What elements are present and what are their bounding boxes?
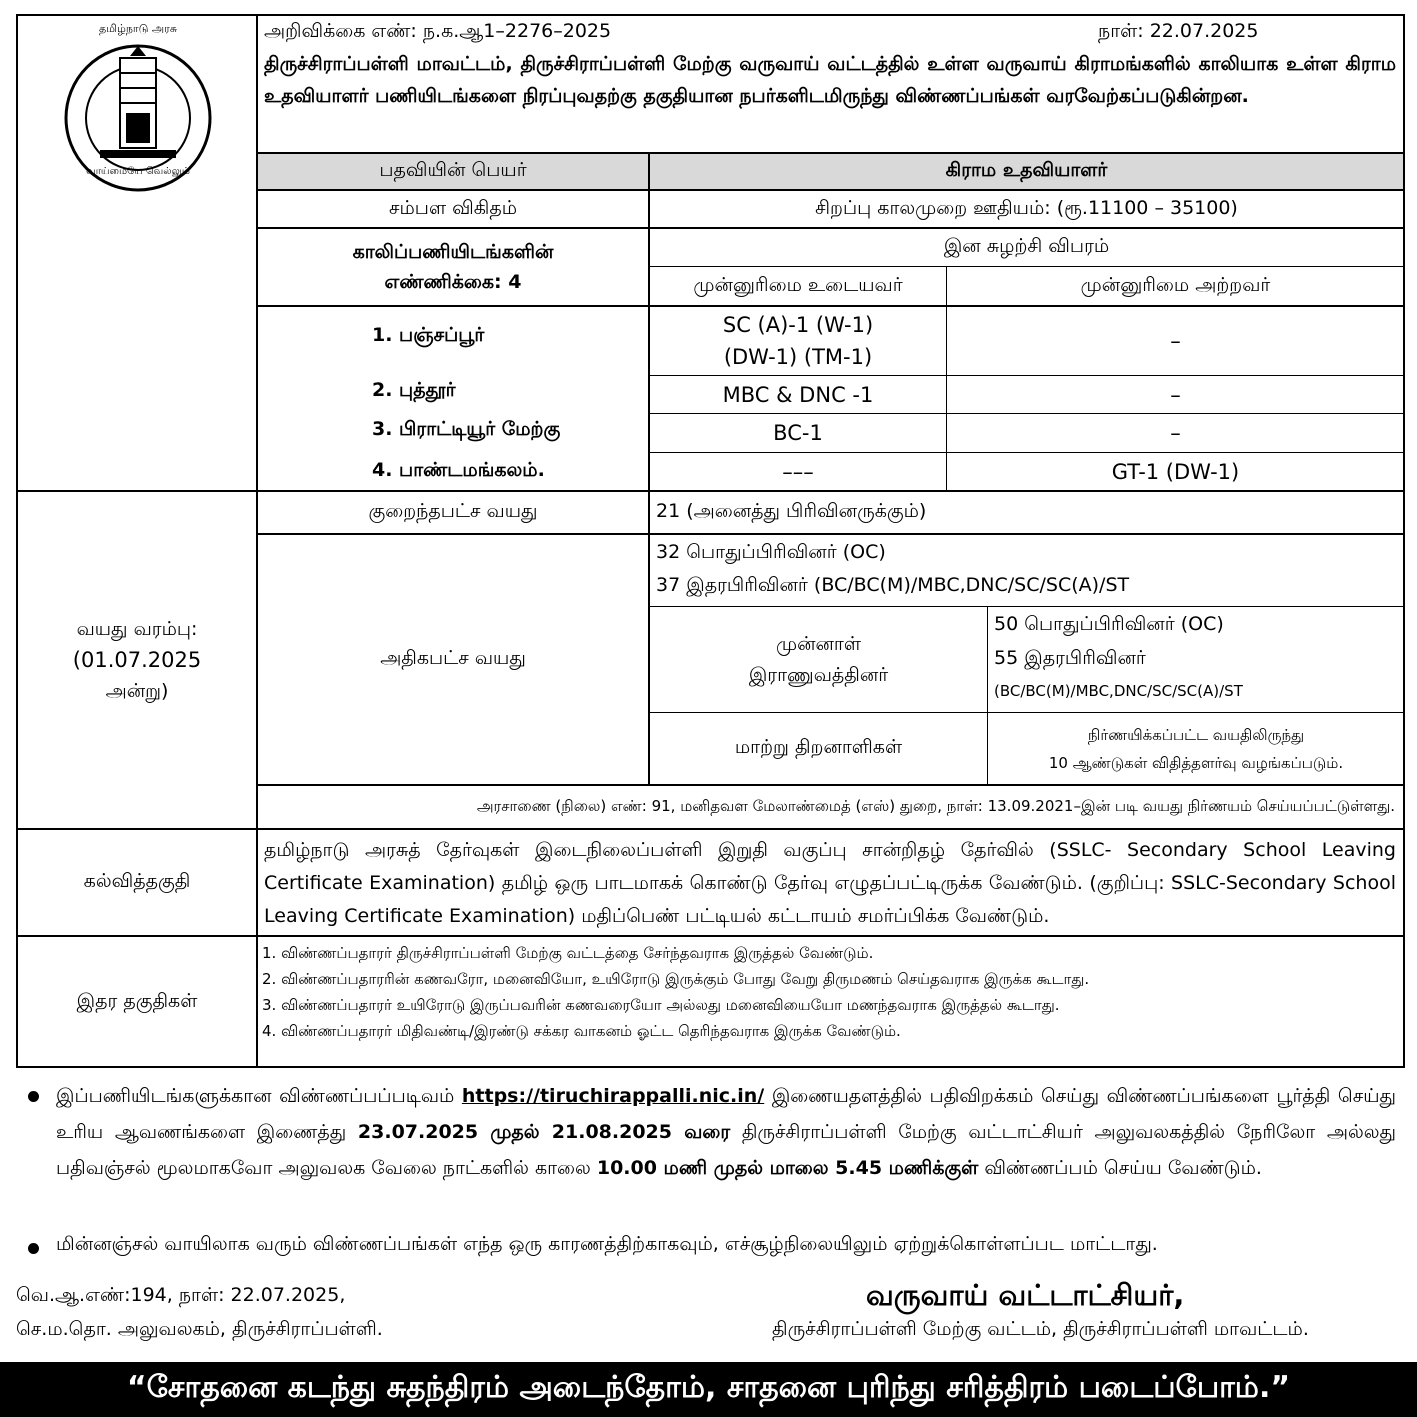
- email-not-accepted-note: மின்னஞ்சல் வாயிலாக வரும் விண்ணப்பங்கள் எந்த ஒரு காரணத்திற்காகவும், எச்சூழ்நிலையிலும் ஏற்றுக்கொள்ளப்பட மாட்டாது.: [56, 1233, 1158, 1255]
- differently-abled-label: மாற்று திறனாளிகள்: [734, 736, 903, 758]
- ex-servicemen-others: 55 இதரபிரிவினர்: [994, 647, 1146, 669]
- emblem-motto: வாய்மையே வெல்லும்: [86, 166, 190, 177]
- priority-cell-1-line2: (DW-1) (TM-1): [723, 345, 873, 369]
- qualification-item: 1. விண்ணப்பதாரர் திருச்சிராப்பள்ளி மேற்கு வட்டத்தை சேர்ந்தவராக இருத்தல் வேண்டும்.: [262, 944, 874, 962]
- salary-value: சிறப்பு காலமுறை ஊதியம்: (ரூ.11100 – 35100): [815, 196, 1238, 219]
- application-instructions: [56, 1078, 1396, 1186]
- other-qualifications-label: இதர தகுதிகள்: [76, 990, 198, 1012]
- post-label: பதவியின் பெயர்: [258, 154, 648, 189]
- priority-cell-1-line1: SC (A)-1 (W-1): [722, 313, 874, 337]
- differently-abled-line1: நிர்ணயிக்கப்பட்ட வயதிலிருந்து: [1087, 725, 1305, 744]
- education-label: கல்வித்தகுதி: [83, 870, 191, 892]
- intro-text: திருச்சிராப்பள்ளி மாவட்டம், திருச்சிராப்பள்ளி மேற்கு வருவாய் வட்டத்தில் உள்ள வருவாய் கிராமங்களில் காலியாக உள்ள கிராம உதவியாளர் பணியிடங்களை நிரப்புவதற்கு தகுதியான நபர்களிடமிருந்து விண்ணப்பங்கள் வரவேற்கப்படுகின்றன.: [264, 53, 1396, 107]
- age-limit-line2: (01.07.2025: [72, 647, 202, 672]
- priority-cell-2: MBC & DNC -1: [722, 382, 874, 407]
- slogan-text: “சோதனை கடந்து சுதந்திரம் அடைந்தோம், சாதனை புரிந்து சரித்திரம் படைப்போம்.”: [126, 1370, 1291, 1405]
- instructions-text-b: இணையதளத்தில் பதிவிறக்கம் செய்து விண்ணப்பங்களை பூர்த்தி செய்து உரிய ஆவணங்களை இணைத்து: [56, 1085, 1396, 1143]
- ex-servicemen-label: [650, 607, 987, 712]
- instructions-text-d: விண்ணப்பம் செய்ய வேண்டும்.: [978, 1157, 1262, 1179]
- priority-cell-4: –––: [782, 459, 814, 484]
- divider: [946, 266, 947, 490]
- priority-cell-3: BC-1: [773, 421, 823, 445]
- qualification-item: 2. விண்ணப்பதாரரின் கணவரோ, மனைவியோ, உயிரோடு இருக்கும் போது வேறு திருமணம் செய்தவராக இருக்க கூடாது.: [262, 970, 1090, 988]
- max-age-label: அதிகபட்ச வயது: [380, 647, 526, 669]
- other-qualifications-list: [262, 940, 1400, 1044]
- reference-number: வெ.ஆ.எண்:194, நாள்: 22.07.2025,: [16, 1284, 346, 1306]
- village-3: 3. பிராட்டியூர் மேற்கு: [372, 418, 561, 440]
- education-text: தமிழ்நாடு அரசுத் தேர்வுகள் இடைநிலைப்பள்ளி இறுதி வகுப்பு சான்றிதழ் தேர்வில் (SSLC- Secondary School Leaving Certificate Examination) தமிழ் ஒரு பாடமாகக் கொண்டு தேர்வு எழுதப்பட்டிருக்க வேண்டும். (குறிப்பு: SSLC-Secondary School Leaving Certificate Examination) மதிப்பெண் பட்டியல் கட்டாயம் சமர்ப்பிக்க வேண்டும்.: [264, 839, 1396, 927]
- age-limit-label: [18, 492, 256, 828]
- priority-cell-1: [650, 307, 946, 375]
- signatory-office: திருச்சிராப்பள்ளி மேற்கு வட்டம், திருச்சிராப்பள்ளி மாவட்டம்.: [772, 1318, 1309, 1340]
- village-2: 2. புத்தூர்: [372, 379, 456, 401]
- application-dates: 23.07.2025 முதல் 21.08.2025 வரை: [357, 1121, 731, 1143]
- vacancy-label-line1: காலிப்பணியிடங்களின்: [352, 241, 554, 263]
- signatory-title: வருவாய் வட்டாட்சியர்,: [866, 1278, 1185, 1312]
- qualification-item: 4. விண்ணப்பதாரர் மிதிவண்டி/இரண்டு சக்கர வாகனம் ஓட்ட தெரிந்தவராக இருக்க வேண்டும்.: [262, 1022, 901, 1040]
- notice-date: நாள்: 22.07.2025: [1098, 20, 1259, 42]
- notice-number: அறிவிக்கை எண்: ந.க.ஆ1–2276–2025: [264, 20, 612, 42]
- village-4: 4. பாண்டமங்கலம்.: [372, 459, 545, 481]
- ex-servicemen-line1: முன்னாள்: [775, 632, 862, 655]
- priority-header: முன்னுரிமை உடையவர்: [693, 273, 903, 296]
- non-priority-cell-4: GT-1 (DW-1): [1111, 459, 1240, 484]
- divider: [987, 606, 988, 784]
- rotation-header: இன சுழற்சி விபரம்: [943, 235, 1110, 257]
- go-reference-note: அரசாணை (நிலை) எண்: 91, மனிதவள மேலாண்மைத் (எஸ்) துறை, நாள்: 13.09.2021–இன் படி வயது நிர்ணயம் செய்யப்பட்டுள்ளது.: [476, 797, 1395, 815]
- bullet-icon: [28, 1091, 39, 1102]
- min-age-value: 21 (அனைத்து பிரிவினருக்கும்): [656, 500, 927, 522]
- max-age-line2: 37 இதரபிரிவினர் (BC/BC(M)/MBC,DNC/SC/SC(A)/ST: [656, 574, 1130, 596]
- tamilnadu-emblem: [20, 18, 256, 492]
- non-priority-header: முன்னுரிமை அற்றவர்: [1080, 273, 1271, 296]
- bullet-icon: [28, 1243, 39, 1254]
- non-priority-cell-1: –: [1170, 329, 1181, 353]
- min-age-label: குறைந்தபட்ச வயது: [368, 500, 538, 522]
- slogan-banner: [0, 1362, 1417, 1417]
- age-limit-line1: வயது வரம்பு:: [76, 617, 198, 640]
- instructions-text-c: திருச்சிராப்பள்ளி மேற்கு வட்டாட்சியர் அலுவலகத்தில் நேரிலோ அல்லது பதிவஞ்சல் மூலமாகவோ அலுவலக வேலை நாட்களில் காலை: [56, 1121, 1397, 1179]
- salary-label: சம்பள விகிதம்: [389, 196, 517, 219]
- emblem-arc-text: தமிழ்நாடு அரசு: [98, 22, 178, 35]
- differently-abled-value: [989, 713, 1403, 784]
- website-link[interactable]: https://tiruchirappalli.nic.in/: [461, 1085, 765, 1107]
- age-limit-line3: அன்று): [105, 679, 169, 702]
- issuing-office: செ.ம.தொ. அலுவலகம், திருச்சிராப்பள்ளி.: [16, 1318, 383, 1340]
- non-priority-cell-2: –: [1170, 382, 1181, 407]
- instructions-text-a: இப்பணியிடங்களுக்கான விண்ணப்பப்படிவம்: [56, 1085, 462, 1107]
- ex-servicemen-line2: இராணுவத்தினர்: [748, 663, 889, 686]
- differently-abled-line2: 10 ஆண்டுகள் விதித்தளர்வு வழங்கப்படும்.: [1048, 753, 1344, 772]
- ex-servicemen-oc: 50 பொதுப்பிரிவினர் (OC): [994, 613, 1224, 635]
- vacancy-label: [258, 229, 648, 305]
- post-value: கிராம உதவியாளர்: [650, 154, 1403, 189]
- application-time: 10.00 மணி முதல் மாலை 5.45 மணிக்குள்: [596, 1157, 979, 1179]
- qualification-item: 3. விண்ணப்பதாரர் உயிரோடு இருப்பவரின் கணவரையோ அல்லது மனைவியையோ மணந்தவராக இருத்தல் கூடாது.: [262, 996, 1060, 1014]
- village-1: 1. பஞ்சப்பூர்: [372, 324, 485, 346]
- ex-servicemen-categories: (BC/BC(M)/MBC,DNC/SC/SC(A)/ST: [994, 682, 1243, 700]
- vacancy-label-line2: எண்ணிக்கை: 4: [384, 271, 522, 293]
- non-priority-cell-3: –: [1170, 421, 1181, 445]
- max-age-line1: 32 பொதுப்பிரிவினர் (OC): [656, 541, 886, 563]
